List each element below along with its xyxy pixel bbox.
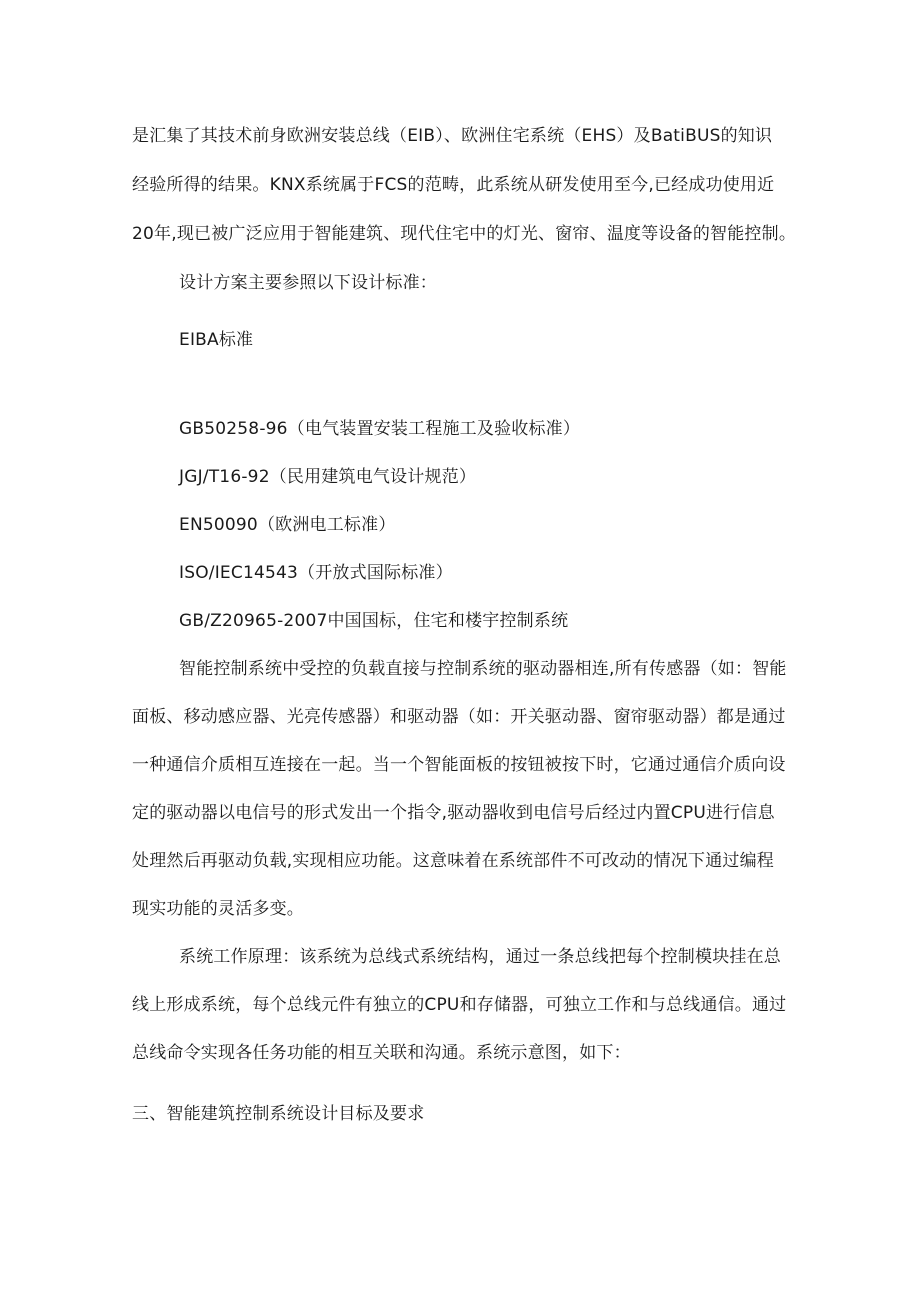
paragraph-2-line-3: 一种通信介质相互连接在一起。当一个智能面板的按钮被按下时，它通过通信介质向设: [132, 755, 786, 775]
paragraph-1-line-1: 是汇集了其技术前身欧洲安装总线（EIB）、欧洲住宅系统（EHS）及BatiBUS的知识: [132, 126, 773, 146]
section-heading: 三、智能建筑控制系统设计目标及要求: [132, 1104, 425, 1124]
paragraph-1-line-2: 经验所得的结果。KNX系统属于FCS的范畴，此系统从研发使用至今,已经成功使用近: [132, 175, 775, 195]
paragraph-2-line-6: 现实功能的灵活多变。: [132, 899, 304, 919]
paragraph-2-line-2: 面板、移动感应器、光亮传感器）和驱动器（如：开关驱动器、窗帘驱动器）都是通过: [132, 707, 786, 727]
standard-item: GB50258-96（电气装置安装工程施工及验收标准）: [179, 419, 581, 439]
standards-intro: 设计方案主要参照以下设计标准：: [179, 273, 437, 293]
paragraph-3-line-1: 系统工作原理：该系统为总线式系统结构，通过一条总线把每个控制模块挂在总: [179, 947, 781, 967]
paragraph-1-line-3: 20年,现已被广泛应用于智能建筑、现代住宅中的灯光、窗帘、温度等设备的智能控制。: [132, 224, 797, 244]
standard-item: GB/Z20965-2007中国国标，住宅和楼宇控制系统: [179, 611, 569, 631]
paragraph-2-line-4: 定的驱动器以电信号的形式发出一个指令,驱动器收到电信号后经过内置CPU进行信息: [132, 803, 775, 823]
standard-item: JGJ/T16-92（民用建筑电气设计规范）: [179, 467, 477, 487]
standard-item: ISO/IEC14543（开放式国际标准）: [179, 563, 453, 583]
standard-item: EIBA标准: [179, 330, 254, 350]
standard-item: EN50090（欧洲电工标准）: [179, 515, 396, 535]
paragraph-3-line-3: 总线命令实现各任务功能的相互关联和沟通。系统示意图，如下：: [132, 1043, 631, 1063]
paragraph-2-line-5: 处理然后再驱动负载,实现相应功能。这意味着在系统部件不可改动的情况下通过编程: [132, 851, 775, 871]
paragraph-3-line-2: 线上形成系统，每个总线元件有独立的CPU和存储器，可独立工作和与总线通信。通过: [132, 995, 787, 1015]
paragraph-2-line-1: 智能控制系统中受控的负载直接与控制系统的驱动器相连,所有传感器（如：智能: [179, 659, 787, 679]
